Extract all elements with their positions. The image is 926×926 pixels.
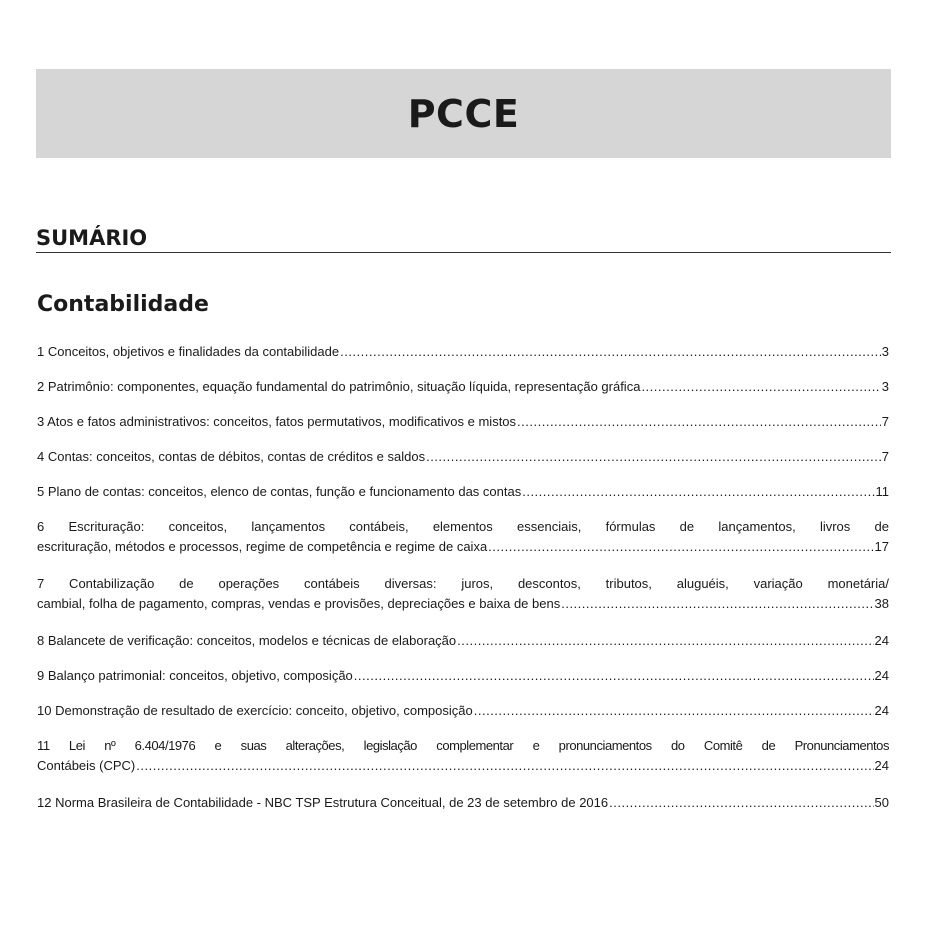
toc-entry <box>37 517 889 557</box>
toc-entry-text: 1 Conceitos, objetivos e finalidades da contabilidade <box>37 344 340 359</box>
toc-leader-dots <box>561 594 873 614</box>
toc-entry <box>37 377 889 397</box>
toc-entry <box>37 666 889 686</box>
toc-entry-text-line1: 6 Escrituração: conceitos, lançamentos contábeis, elementos essenciais, fórmulas de lançamentos, livros de <box>37 519 889 534</box>
document-title: PCCE <box>407 91 520 136</box>
toc-leader-dots <box>641 377 880 397</box>
summary-heading <box>36 226 891 253</box>
toc-leader-dots <box>426 447 881 467</box>
toc-page-number: 3 <box>881 344 889 359</box>
toc-entry <box>37 736 889 776</box>
toc-leader-dots <box>340 342 881 362</box>
toc-leader-dots <box>517 412 881 432</box>
toc-entry <box>37 342 889 362</box>
toc-entry <box>37 631 889 651</box>
toc-entry-text: 5 Plano de contas: conceitos, elenco de contas, função e funcionamento das contas <box>37 484 522 499</box>
toc-page-number: 38 <box>874 596 889 611</box>
toc-entry <box>37 793 889 813</box>
toc-page-number: 3 <box>881 379 889 394</box>
title-banner <box>36 69 891 158</box>
toc-entry-text: 10 Demonstração de resultado de exercício: conceito, objetivo, composição <box>37 703 473 718</box>
toc-page-number: 7 <box>881 414 889 429</box>
toc-leader-dots <box>522 482 874 502</box>
toc-page-number: 24 <box>874 633 889 648</box>
toc-leader-dots <box>488 537 873 557</box>
toc-leader-dots <box>474 701 874 721</box>
toc-entry-text: 2 Patrimônio: componentes, equação fundamental do patrimônio, situação líquida, representação gráfica <box>37 379 641 394</box>
toc-entry-text: 9 Balanço patrimonial: conceitos, objetivo, composição <box>37 668 353 683</box>
toc-entry-text: 3 Atos e fatos administrativos: conceitos, fatos permutativos, modificativos e mistos <box>37 414 517 429</box>
toc-page-number: 24 <box>874 758 889 773</box>
section-title: Contabilidade <box>37 292 209 317</box>
toc-entry-text: 8 Balancete de verificação: conceitos, modelos e técnicas de elaboração <box>37 633 457 648</box>
toc-entry-text-line1: 11 Lei nº 6.404/1976 e suas alterações, legislação complementar e pronunciamentos do Comitê de Pronunciamentos <box>37 738 889 753</box>
toc-entry-text: escrituração, métodos e processos, regime de competência e regime de caixa <box>37 539 488 554</box>
toc-page-number: 7 <box>881 449 889 464</box>
toc-entry-text: cambial, folha de pagamento, compras, vendas e provisões, depreciações e baixa de bens <box>37 596 561 611</box>
toc-page-number: 24 <box>874 703 889 718</box>
toc-entry-text: 4 Contas: conceitos, contas de débitos, contas de créditos e saldos <box>37 449 426 464</box>
toc-entry <box>37 482 889 502</box>
toc-entry-text: Contábeis (CPC) <box>37 758 136 773</box>
summary-title: SUMÁRIO <box>36 226 148 250</box>
toc-leader-dots <box>354 666 874 686</box>
table-of-contents <box>37 342 889 828</box>
toc-entry-text-line1: 7 Contabilização de operações contábeis diversas: juros, descontos, tributos, aluguéis, variação monetária/ <box>37 576 889 591</box>
toc-entry <box>37 447 889 467</box>
toc-page-number: 50 <box>874 795 889 810</box>
toc-page-number: 17 <box>874 539 889 554</box>
toc-leader-dots <box>457 631 873 651</box>
toc-leader-dots <box>609 793 873 813</box>
toc-leader-dots <box>136 756 873 776</box>
toc-page-number: 24 <box>874 668 889 683</box>
toc-page-number: 11 <box>875 484 889 499</box>
toc-entry <box>37 701 889 721</box>
toc-entry-text: 12 Norma Brasileira de Contabilidade - NBC TSP Estrutura Conceitual, de 23 de setembro de 2016 <box>37 795 609 810</box>
toc-entry <box>37 412 889 432</box>
toc-entry <box>37 574 889 614</box>
